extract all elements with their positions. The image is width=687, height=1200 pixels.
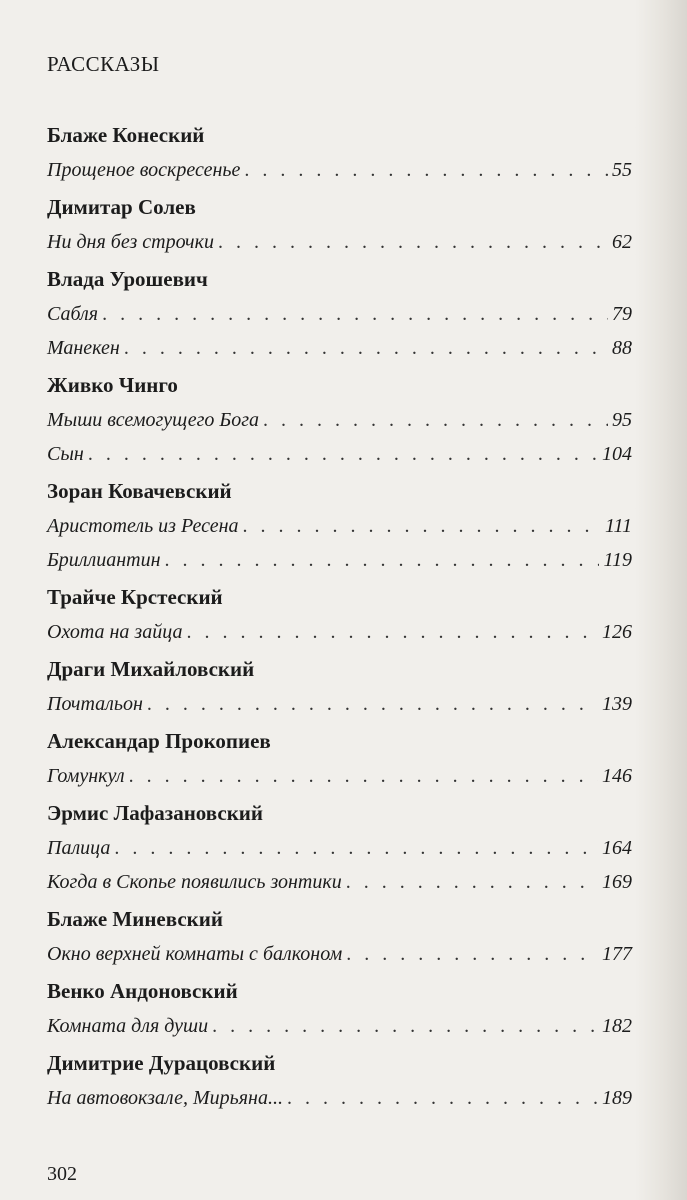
story-title: Гомункул bbox=[47, 765, 125, 787]
toc-entry[interactable] bbox=[47, 831, 632, 865]
story-page-number: 182 bbox=[602, 1015, 632, 1037]
toc-author-group bbox=[47, 796, 632, 899]
toc-author-group bbox=[47, 118, 632, 187]
toc-entry[interactable] bbox=[47, 331, 632, 365]
toc-author-group bbox=[47, 652, 632, 721]
toc-entries bbox=[47, 118, 632, 1118]
story-page-number: 164 bbox=[602, 837, 632, 859]
story-title: Окно верхней комнаты с балконом bbox=[47, 943, 343, 965]
story-page-number: 104 bbox=[602, 443, 632, 465]
story-page-number: 88 bbox=[612, 337, 632, 359]
toc-entry[interactable] bbox=[47, 1081, 632, 1115]
toc-author-group bbox=[47, 190, 632, 259]
dot-leader bbox=[287, 1081, 598, 1115]
dot-leader bbox=[244, 153, 608, 187]
story-page-number: 95 bbox=[612, 409, 632, 431]
author-name: Блаже Миневский bbox=[47, 907, 223, 931]
dot-leader bbox=[165, 543, 600, 577]
dot-leader bbox=[147, 687, 598, 721]
story-title: Почтальон bbox=[47, 693, 143, 715]
dot-leader bbox=[243, 509, 601, 543]
story-page-number: 79 bbox=[612, 303, 632, 325]
story-page-number: 119 bbox=[603, 549, 632, 571]
story-title: Когда в Скопье появились зонтики bbox=[47, 871, 342, 893]
author-name: Димитар Солев bbox=[47, 195, 196, 219]
dot-leader bbox=[263, 403, 608, 437]
story-page-number: 169 bbox=[602, 871, 632, 893]
author-name: Димитрие Дурацовский bbox=[47, 1051, 276, 1075]
story-page-number: 146 bbox=[602, 765, 632, 787]
story-title: Охота на зайца bbox=[47, 621, 183, 643]
story-page-number: 139 bbox=[602, 693, 632, 715]
story-page-number: 189 bbox=[602, 1087, 632, 1109]
author-name: Живко Чинго bbox=[47, 373, 178, 397]
story-page-number: 111 bbox=[604, 515, 632, 537]
section-title: РАССКАЗЫ bbox=[47, 52, 160, 76]
toc-entry[interactable] bbox=[47, 437, 632, 471]
dot-leader bbox=[88, 437, 598, 471]
toc-entry[interactable] bbox=[47, 297, 632, 331]
dot-leader bbox=[186, 615, 598, 649]
dot-leader bbox=[102, 297, 608, 331]
story-title: Сабля bbox=[47, 303, 99, 325]
author-name: Зоран Ковачевский bbox=[47, 479, 232, 503]
author-name: Венко Андоновский bbox=[47, 979, 238, 1003]
dot-leader bbox=[114, 831, 598, 865]
story-title: Прощеное воскресенье bbox=[47, 159, 241, 181]
story-page-number: 55 bbox=[612, 159, 632, 181]
story-title: На автовокзале, Мирьяна... bbox=[47, 1087, 283, 1109]
author-name: Влада Урошевич bbox=[47, 267, 208, 291]
page-gutter-shadow bbox=[635, 0, 687, 1200]
toc-entry[interactable] bbox=[47, 153, 632, 187]
story-title: Палица bbox=[47, 837, 111, 859]
toc-author-group bbox=[47, 262, 632, 365]
toc-author-group bbox=[47, 580, 632, 649]
toc-author-group bbox=[47, 1046, 632, 1115]
story-title: Мыши всемогущего Бога bbox=[47, 409, 260, 431]
toc-author-group bbox=[47, 368, 632, 471]
toc-entry[interactable] bbox=[47, 687, 632, 721]
toc-entry[interactable] bbox=[47, 403, 632, 437]
story-title: Сын bbox=[47, 443, 84, 465]
toc-entry[interactable] bbox=[47, 615, 632, 649]
dot-leader bbox=[218, 225, 608, 259]
toc-entry[interactable] bbox=[47, 937, 632, 971]
toc-entry[interactable] bbox=[47, 759, 632, 793]
story-page-number: 62 bbox=[612, 231, 632, 253]
story-title: Комната для души bbox=[47, 1015, 209, 1037]
toc-entry[interactable] bbox=[47, 509, 632, 543]
toc-author-group bbox=[47, 724, 632, 793]
dot-leader bbox=[346, 865, 598, 899]
story-page-number: 126 bbox=[602, 621, 632, 643]
toc-entry[interactable] bbox=[47, 225, 632, 259]
story-title: Аристотель из Ресена bbox=[47, 515, 239, 537]
story-title: Манекен bbox=[47, 337, 120, 359]
toc-entry[interactable] bbox=[47, 865, 632, 899]
story-title: Ни дня без строчки bbox=[47, 231, 214, 253]
story-page-number: 177 bbox=[602, 943, 632, 965]
page-number: 302 bbox=[47, 1163, 77, 1185]
dot-leader bbox=[212, 1009, 598, 1043]
dot-leader bbox=[129, 759, 598, 793]
dot-leader bbox=[124, 331, 608, 365]
author-name: Александар Прокопиев bbox=[47, 729, 271, 753]
story-title: Бриллиантин bbox=[47, 549, 161, 571]
toc-author-group bbox=[47, 902, 632, 971]
toc-author-group bbox=[47, 974, 632, 1043]
toc-author-group bbox=[47, 474, 632, 577]
author-name: Трайче Крстеский bbox=[47, 585, 223, 609]
author-name: Блаже Конеский bbox=[47, 123, 205, 147]
author-name: Драги Михайловский bbox=[47, 657, 255, 681]
toc-entry[interactable] bbox=[47, 1009, 632, 1043]
toc-entry[interactable] bbox=[47, 543, 632, 577]
dot-leader bbox=[346, 937, 598, 971]
author-name: Эрмис Лафазановский bbox=[47, 801, 263, 825]
